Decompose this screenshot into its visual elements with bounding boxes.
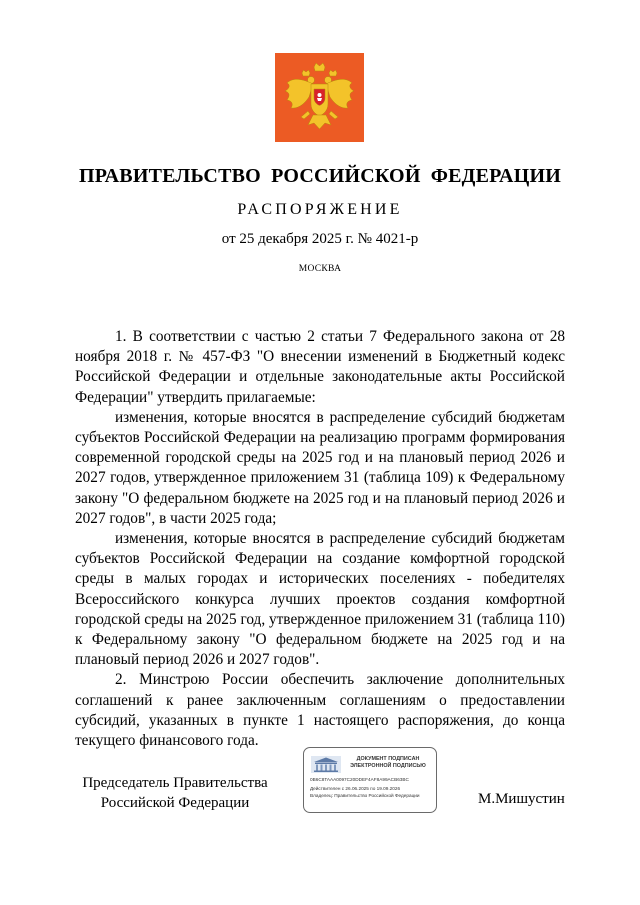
stamp-title <box>342 756 434 770</box>
stamp-title-line1: ДОКУМЕНТ ПОДПИСАН <box>356 756 420 762</box>
paragraph-3: изменения, которые вносятся в распределение субсидий бюджетам субъектов Российской Федерации на создание комфортной городской среды в малых городах и исторических поселениях - победителях Всероссийского конкурса лучших проектов создания комфортной городской среды на 2025 год, утвержденное приложением 31 (таблица 110) к Федеральному закону "О федеральном бюджете на 2025 год и на плановый период 2026 и 2027 годов". <box>75 530 565 669</box>
paragraph-2: изменения, которые вносятся в распределение субсидий бюджетам субъектов Российской Федерации на реализацию программ формирования современной городской среды на 2025 год и на плановый период 2026 и 2027 годов, утвержденное приложением 31 (таблица 109) к Федеральному закону "О федеральном бюджете на 2025 год и на плановый период 2026 и 2027 годов", в части 2025 года; <box>75 408 565 527</box>
document-city: МОСКВА <box>298 264 342 274</box>
stamp-validity: Действителен с 26.06.2025 по 19.09.2026 <box>310 786 401 791</box>
document-type: РАСПОРЯЖЕНИЕ <box>237 201 403 218</box>
electronic-signature-stamp <box>303 747 437 813</box>
signatory-position <box>75 773 275 813</box>
signatory-position-line2: Российской Федерации <box>100 795 250 811</box>
organization-title: ПРАВИТЕЛЬСТВО РОССИЙСКОЙ ФЕДЕРАЦИИ <box>79 165 561 187</box>
document-date-number: от 25 декабря 2025 г. № 4021-р <box>221 231 419 247</box>
document-body <box>75 327 565 751</box>
paragraph-4: 2. Минстрою России обеспечить заключение дополнительных соглашений к ранее заключенным соглашениям о предоставлении субсидий, указанных в пункте 1 настоящего распоряжения, до конца текущего финансового года. <box>75 671 565 750</box>
stamp-serial: 0B6C8TAAA0097C20DDEF4AF8A99ACB63BC <box>310 777 409 782</box>
paragraph-1: 1. В соответствии с частью 2 статьи 7 Федерального закона от 28 ноября 2018 г. № 457-ФЗ "О внесении изменений в Бюджетный кодекс Российской Федерации и отдельные законодательные акты Российской Федерации" утвердить прилагаемые: <box>75 328 565 406</box>
signatory-name: М.Мишустин <box>478 791 565 807</box>
coat-of-arms-icon <box>275 53 364 142</box>
stamp-title-line2: ЭЛЕКТРОННОЙ ПОДПИСЬЮ <box>350 763 426 769</box>
stamp-owner: Владелец: Правительство Российской Федерации <box>310 793 420 798</box>
government-building-icon <box>311 756 341 773</box>
signatory-position-line1: Председатель Правительства <box>82 775 268 791</box>
